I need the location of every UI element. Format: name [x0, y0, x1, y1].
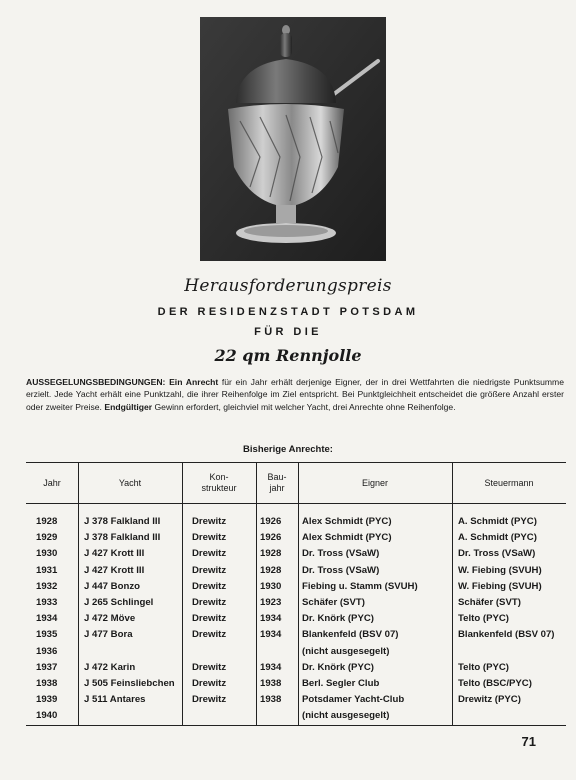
- cell-yacht: J 472 Karin: [84, 661, 136, 673]
- boat-class-title: 22 qm Rennjolle: [214, 346, 362, 365]
- cell-year: 1931: [36, 564, 58, 576]
- cell-owner: Alex Schmidt (PYC): [302, 516, 392, 527]
- header-konstrukteur: Kon- strukteur: [201, 472, 237, 493]
- cell-year: 1929: [36, 532, 58, 544]
- cell-year: 1938: [36, 678, 58, 689]
- rules-label: AUSSEGELUNGSBEDINGUNGEN:: [26, 377, 166, 387]
- cell-owner: Alex Schmidt (PYC): [302, 532, 392, 544]
- cell-owner: (nicht ausgesegelt): [302, 645, 390, 657]
- cell-helmsman: Drewitz (PYC): [458, 694, 521, 706]
- cell-year: 1936: [36, 645, 58, 657]
- table-row: [26, 693, 566, 709]
- cell-year: 1928: [36, 516, 58, 527]
- header-eigner: Eigner: [361, 477, 388, 488]
- cell-year: 1932: [36, 580, 58, 592]
- cell-year: 1940: [36, 710, 58, 722]
- cell-build-year: 1926: [260, 532, 282, 544]
- cell-yacht: J 447 Bonzo: [84, 580, 140, 592]
- rules-emphasis-1: Ein Anrecht: [169, 377, 219, 387]
- table-row: [26, 547, 566, 563]
- header-baujahr: Bau- jahr: [267, 472, 287, 493]
- cell-owner: Potsdamer Yacht-Club: [302, 694, 405, 706]
- table-row: [26, 564, 566, 580]
- cell-year: 1934: [36, 613, 58, 625]
- table-row: [26, 596, 566, 612]
- cell-constructor: Drewitz: [192, 597, 227, 608]
- cell-yacht: J 477 Bora: [84, 629, 133, 641]
- cell-build-year: 1938: [260, 678, 282, 689]
- trophy-title-script: Herausforderungspreis: [184, 276, 392, 296]
- cell-helmsman: Schäfer (SVT): [458, 597, 521, 608]
- table-row: [26, 677, 566, 693]
- cell-constructor: Drewitz: [192, 580, 227, 592]
- cell-build-year: 1928: [260, 548, 282, 560]
- table-row: [26, 612, 566, 628]
- cell-constructor: Drewitz: [192, 678, 227, 689]
- cell-year: 1935: [36, 629, 58, 641]
- cell-yacht: J 427 Krott III: [84, 548, 145, 560]
- cell-yacht: J 378 Falkland III: [84, 532, 161, 544]
- header-steuermann: Steuermann: [484, 477, 534, 488]
- cell-build-year: 1934: [260, 661, 282, 673]
- cell-owner: (nicht ausgesegelt): [302, 710, 390, 722]
- rules-paragraph: [26, 376, 564, 413]
- table-row: [26, 580, 566, 596]
- cell-build-year: 1923: [260, 597, 282, 608]
- table-row: [26, 661, 566, 677]
- cell-owner: Dr. Knörk (PYC): [302, 661, 374, 673]
- cell-owner: Berl. Segler Club: [302, 678, 380, 689]
- cell-helmsman: Blankenfeld (BSV 07): [458, 629, 555, 641]
- table-row: [26, 531, 566, 547]
- cell-helmsman: Dr. Tross (VSaW): [458, 548, 536, 560]
- cell-year: 1937: [36, 661, 58, 673]
- cell-constructor: Drewitz: [192, 548, 227, 560]
- cell-helmsman: W. Fiebing (SVUH): [458, 564, 542, 576]
- header-yacht: Yacht: [118, 477, 142, 488]
- header-divider: [26, 503, 566, 504]
- cell-owner: Dr. Tross (VSaW): [302, 548, 380, 560]
- cell-year: 1933: [36, 597, 58, 608]
- cell-constructor: Drewitz: [192, 516, 227, 527]
- table-row: [26, 515, 566, 531]
- cell-owner: Fiebing u. Stamm (SVUH): [302, 580, 418, 592]
- trophy-title-line2: FÜR DIE: [254, 326, 322, 338]
- cell-yacht: J 378 Falkland III: [84, 516, 161, 527]
- cell-build-year: 1934: [260, 613, 282, 625]
- page-number: 71: [521, 734, 536, 749]
- rules-text-1: für ein Jahr erhält derjenige Eigner, der in drei Wettfahrten die niedrigste Punktsumme erzielt. Jede Yacht erhält eine Punktzahl, die ihrer Reihenfolge im Ziel entspricht. Bei Punktgleichheit entscheidet die größere Anzahl erster oder zweiter Preise.: [26, 377, 564, 412]
- table-row: [26, 628, 566, 644]
- cell-helmsman: A. Schmidt (PYC): [458, 516, 537, 527]
- cell-constructor: Drewitz: [192, 564, 227, 576]
- cell-helmsman: Telto (PYC): [458, 613, 509, 625]
- cell-yacht: J 427 Krott III: [84, 564, 145, 576]
- cell-helmsman: A. Schmidt (PYC): [458, 532, 537, 544]
- table-caption: Bisherige Anrechte:: [243, 444, 333, 455]
- cell-owner: Dr. Knörk (PYC): [302, 613, 374, 625]
- cell-constructor: Drewitz: [192, 661, 227, 673]
- cell-helmsman: Telto (PYC): [458, 661, 509, 673]
- records-table: [26, 462, 566, 726]
- cell-yacht: J 472 Möve: [84, 613, 136, 625]
- cell-build-year: 1928: [260, 564, 282, 576]
- cell-build-year: 1926: [260, 516, 282, 527]
- cell-yacht: J 505 Feinsliebchen: [84, 678, 175, 689]
- cell-constructor: Drewitz: [192, 613, 227, 625]
- trophy-photo: [200, 17, 386, 261]
- cell-constructor: Drewitz: [192, 694, 227, 706]
- cell-helmsman: W. Fiebing (SVUH): [458, 580, 542, 592]
- table-row: [26, 645, 566, 661]
- cell-owner: Schäfer (SVT): [302, 597, 365, 608]
- cell-helmsman: Telto (BSC/PYC): [458, 678, 532, 689]
- cell-year: 1939: [36, 694, 58, 706]
- cell-build-year: 1934: [260, 629, 282, 641]
- rules-text-2: Gewinn erfordert, gleichviel mit welcher Yacht, drei Anrechte ohne Reihenfolge.: [152, 401, 456, 412]
- table-row: [26, 709, 566, 725]
- header-jahr: Jahr: [43, 477, 61, 488]
- cell-build-year: 1930: [260, 580, 282, 592]
- cell-yacht: J 511 Antares: [84, 694, 146, 706]
- cell-constructor: Drewitz: [192, 629, 227, 641]
- rules-emphasis-2: Endgültiger: [104, 401, 153, 412]
- cell-constructor: Drewitz: [192, 532, 227, 544]
- cell-year: 1930: [36, 548, 58, 560]
- cell-owner: Dr. Tross (VSaW): [302, 564, 380, 576]
- cell-build-year: 1938: [260, 694, 282, 706]
- cell-yacht: J 265 Schlingel: [84, 597, 154, 608]
- trophy-title-line1: DER RESIDENZSTADT POTSDAM: [157, 306, 419, 318]
- cell-owner: Blankenfeld (BSV 07): [302, 629, 399, 641]
